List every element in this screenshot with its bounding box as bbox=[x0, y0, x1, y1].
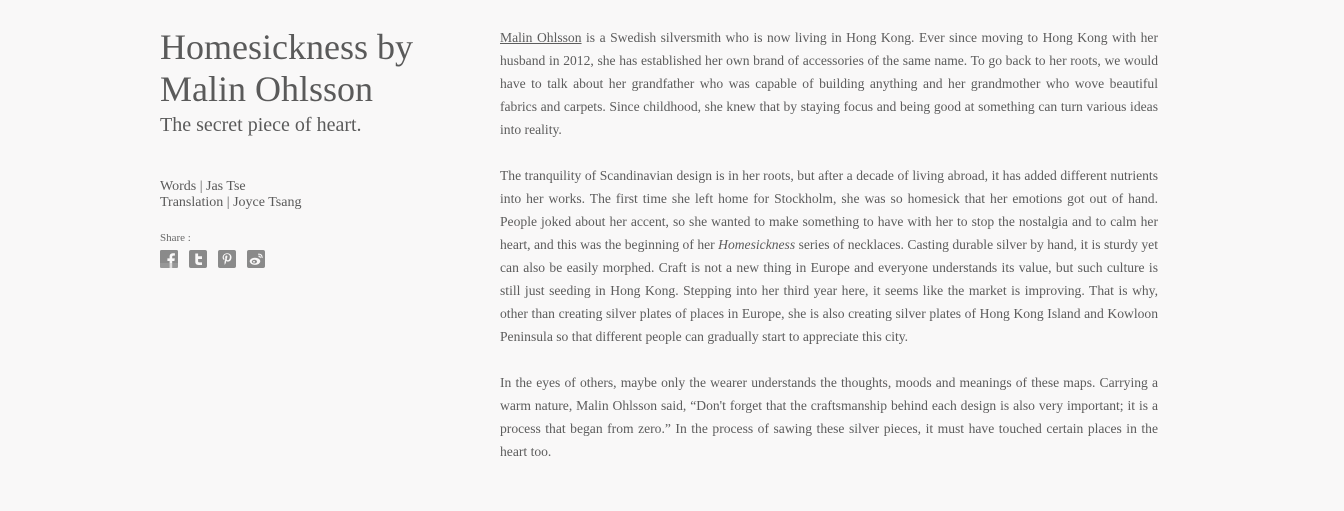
paragraph-text: is a Swedish silversmith who is now living in Hong Kong. Ever since moving to Hong Kong with her husband in 2012, she has established her own brand of accessories of the same name. To go back to her roots, we would have to talk about her grandfather who was capable of building anything and her grandmother who wove beautiful fabrics and carpets. Since childhood, she knew that by staying focus and being good at something can turn various ideas into reality. bbox=[500, 30, 1158, 137]
artist-link[interactable]: Malin Ohlsson bbox=[500, 30, 582, 45]
article-body bbox=[500, 26, 1158, 486]
credit-translation bbox=[160, 195, 460, 211]
credit-separator: | bbox=[226, 195, 230, 210]
article-sidebar bbox=[160, 26, 460, 268]
credit-words bbox=[160, 179, 460, 195]
article-paragraph-1 bbox=[500, 26, 1158, 141]
credit-words-label: Words bbox=[160, 179, 197, 194]
paragraph-text: The tranquility of Scandinavian design is in her roots, but after a decade of living abroad, it has added different nutrients into her works. The first time she left home for Stockholm, she was so homesick that her emotions got out of hand. People joked about her accent, so she wanted to make something to have with her to stop the nostalgia and to calm her heart, and this was the beginning of her bbox=[500, 168, 1158, 252]
article-paragraph-2 bbox=[500, 164, 1158, 348]
title-line-1: Homesickness by bbox=[160, 27, 413, 67]
article-paragraph-3 bbox=[500, 371, 1158, 463]
page-title bbox=[160, 26, 460, 110]
share-label: Share : bbox=[160, 232, 191, 244]
credit-words-name: Jas Tse bbox=[206, 179, 246, 194]
share-section bbox=[160, 232, 460, 268]
share-icons bbox=[160, 250, 460, 268]
credit-translation-name: Joyce Tsang bbox=[233, 195, 302, 210]
credits bbox=[160, 179, 460, 211]
pinterest-icon[interactable] bbox=[218, 250, 236, 268]
paragraph-text: In the eyes of others, maybe only the wearer understands the thoughts, moods and meanings of these maps. Carrying a warm nature, Malin Ohlsson said, “Don't forget that the craftsmanship behind each design is also very important; it is a process that began from zero.” In the process of sawing these silver pieces, it must have touched certain places in the heart too. bbox=[500, 375, 1158, 459]
paragraph-text: series of necklaces. Casting durable silver by hand, it is sturdy yet can also be easily morphed. Craft is not a new thing in Europe and everyone understands its value, but such culture is still just seeding in Hong Kong. Stepping into her third year here, it seems like the market is improving. That is why, other than creating silver plates of places in Europe, she is also creating silver plates of Hong Kong Island and Kowloon Peninsula so that different people can gradually start to appreciate this city. bbox=[500, 237, 1158, 344]
title-line-2: Malin Ohlsson bbox=[160, 69, 374, 109]
page-subtitle: The secret piece of heart. bbox=[160, 114, 362, 136]
series-name: Homesickness bbox=[718, 237, 796, 252]
twitter-icon[interactable] bbox=[189, 250, 207, 268]
credit-translation-label: Translation bbox=[160, 195, 224, 210]
facebook-icon[interactable] bbox=[160, 250, 178, 268]
weibo-icon[interactable] bbox=[247, 250, 265, 268]
credit-separator: | bbox=[199, 179, 203, 194]
